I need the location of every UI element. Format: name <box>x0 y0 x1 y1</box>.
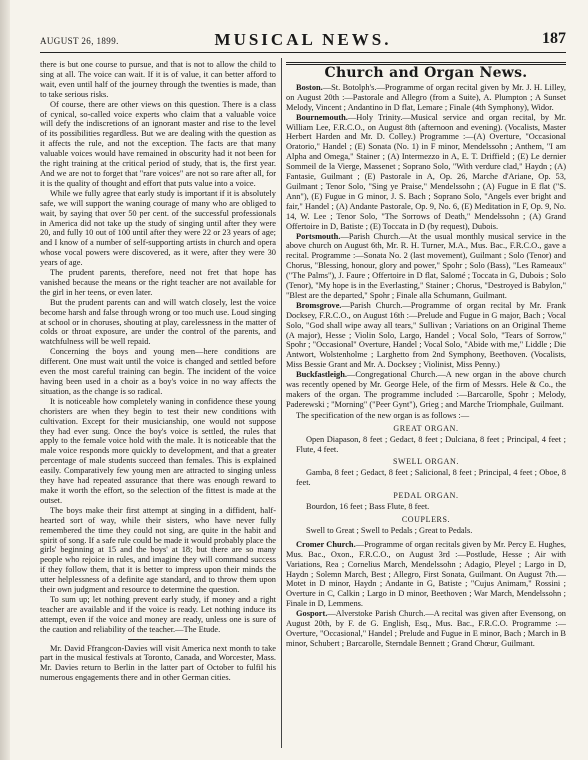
article-paragraph: there is but one course to pursue, and that is not to allow the child to sing at all. The voice can wait. If it is of value, it can better afford to wait, even until half of the journey through the twenties is made, than to take serious risks. <box>40 60 276 99</box>
couplers-heading: COUPLERS. <box>401 514 451 524</box>
great-organ-heading: GREAT ORGAN. <box>393 423 459 433</box>
news-entry <box>286 83 566 113</box>
magazine-title: MUSICAL NEWS. <box>214 30 392 49</box>
news-entry <box>286 540 566 609</box>
left-column <box>40 60 276 740</box>
great-organ-stops: Open Diapason, 8 feet ; Gedact, 8 feet ; Dulciana, 8 feet ; Principal, 4 feet ; Flute, 4 feet. <box>296 434 566 454</box>
issue-date: AUGUST 26, 1899. <box>40 36 119 46</box>
article-paragraph: Concerning the boys and young men—here conditions are different. One must wait until the voice is changed and settled before even the most careful training can begin. The incident of the voice having been used in a choir as a boy's voice in no way affects the situation, as the change is so radical. <box>40 347 276 396</box>
news-entry <box>286 113 566 232</box>
entry-place: Boston. <box>296 82 323 92</box>
couplers-list: Swell to Great ; Swell to Pedals ; Great to Pedals. <box>306 525 473 535</box>
entry-place: Bournemouth. <box>296 112 348 122</box>
spec-intro: The specification of the new organ is as follows :— <box>296 410 470 420</box>
entry-place: Cromer Church. <box>296 539 356 549</box>
section-title: Church and Organ News. <box>324 65 528 81</box>
news-entry <box>286 370 566 410</box>
entry-text: —St. Botolph's.—Programme of organ recital given by Mr. J. H. Lilley, on August 20th :—Pastorale and Allegro (from a Suite), A. Plumpton ; A Sunset Melody, Vincent ; Andantino in D flat, Lemare ; Finale (4th Symphony), Widor. <box>286 82 566 112</box>
entry-place: Buckfastleigh. <box>296 370 347 380</box>
pedal-organ-stops: Bourdon, 16 feet ; Bass Flute, 8 feet. <box>306 502 430 512</box>
entry-text: —Parish Church.—Programme of organ recital by Mr. Frank Docksey, F.R.C.O., on August 16th :—Prelude and Fugue in G major, Bach ; Vocal Solo, "God shall wipe away all tears," Sullivan ; Variations on an Original Theme (A major), Hesse ; Violin Solo, Largo, Handel ; Vocal Solo, "Tears of Sorrow," Spohr ; "Occasional" Overture, Handel ; Vocal Solo, "Abide with me," Liddle ; Die Antwort, Wolstenholme ; Larghetto from 2nd Symphony, Beethoven. (Vocalists, Miss Bessie Grant and Mr. A. Docksey ; Violinist, Miss Penny.) <box>286 300 566 370</box>
article-paragraph: The boys make their first attempt at singing in a diffident, half-hearted sort of way, while their sisters, who have never fully remembered the time they could not sing, are quite in the habit and spirit of song. If a safe rule could be made it would probably place the girls' beginning at 15 and the boys' at 18; but there are so many people who rejoice in rules, and imagine they will command success if they follow them, that it is better to impress upon their minds the utter helplessness of a definite age standard, and to throw them upon their own judgment and resource to determine the question. <box>40 505 276 595</box>
entry-text: —Alverstoke Parish Church.—A recital was given after Evensong, on August 20th, by F. de G. English, Esq., Mus. Bac., F.R.C.O. Programme :—Overture, "Occasional," Handel ; Prelude and Fugue in E minor, Bach ; March in B minor, Schubert ; Barcarolle, Sterndale Bennett ; Grand Chœur, Guilmant. <box>286 609 566 648</box>
news-entry <box>286 232 566 301</box>
page-number: 187 <box>542 30 566 47</box>
article-paragraph: Of course, there are other views on this question. There is a class of cynical, so-called voice experts who claim that a valuable voice will defy the indiscretions of an ignorant master and rise to the level of its possibilities regardless. But we are dealing with the question as it affects the rule, and not the exception. The facts are that many valuable voices would have remained in obscurity had it not been for the right training at the critical period of study, that is, the first year. And we are not to forget that "rare voices" are not so rare after all, for it is the quality of thought and effort that puts value into a voice. <box>40 99 276 188</box>
entry-text: —Holy Trinity.—Musical service and organ recital, by Mr. William Lee, F.R.C.O., on August 8th (afternoon and evening). (Vocalists, Master Herbert Harden and Mr. D. Colley.) Programme :—(A) Overture, "Occasional Oratorio," Handel ; (E) Sonata (No. 1) in F minor, Mendelssohn ; Anthem, "I am Alpha and Omega," Stainer ; (A) Intermezzo in A, E. T. Driffield ; (E) Le dernier Sommeil de la Vierge, Massenet ; Soprano Solo, "With verdure clad," Haydn ; (A) Fantasie, Guilmant ; (E) Pastorale in A, Op. 26, Marche d'Ariane, Op. 53, Guilmant ; Tenor Solo, "Sing ye Praise," Mendelssohn ; (A) Fugue in E flat ("S. Ann"), (E) Fugue in G minor, J. S. Bach ; Soprano Solo, "Angels ever bright and fair," Handel ; (A) Andante Pastorale, Op. 9, No. 6, (E) Meditation in F, Op. 9, No. 14, W. Lee ; Tenor Solo, "The Sorrows of Death," Mendelssohn ; (A) Grand Offertoire in D, Batiste ; (E) Toccata in D (by request), Dubois. <box>286 112 566 231</box>
article-paragraph: To sum up; let nothing prevent early study, if money and a right teacher are available and if the voice is ready. Let nothing induce its attempt, even if the voice and money are ready, unless one is sure of the caution and reliability of the teacher.—The Etude. <box>40 594 276 634</box>
news-entry <box>286 301 566 370</box>
page-header <box>40 30 566 53</box>
article-paragraph: The prudent parents, therefore, need not fret that hope has vanished because the means or the right teacher are not available for the girl in her teens, or even later. <box>40 268 276 297</box>
entry-place: Bromsgrove. <box>296 300 342 310</box>
right-column <box>286 60 566 750</box>
section-divider <box>128 639 188 640</box>
pedal-organ-heading: PEDAL ORGAN. <box>393 491 459 501</box>
column-rule <box>281 58 282 748</box>
article-paragraph: It is noticeable how completely waning in confidence these young choristers are when they begin to test their new conditions with cultivation. Except for their musicianship, one would not suppose they had ever sung. Once the boy's voice is settled, the rules that apply to the female voice hold with the male. It is noticeable that the male voice responds more quickly to development, and that a greater percentage of male students succeed than females. This is explained easily. Comparatively few young men are attracted to singing unless they have had repeated assurance that there was enough reward to make it worth the effort, so the selection of the fittest is made at the outset. <box>40 396 276 505</box>
news-entry <box>286 609 566 649</box>
entry-place: Gosport. <box>296 609 328 619</box>
entry-text: —Parish Church.—At the usual monthly musical service in the above church on August 6th, Mr. R. H. Turner, M.A., Mus. Bac., F.R.C.O., gave a recital. Programme :—Sonata No. 2 (last movement), Guilmant ; Solo (Tenor) and Chorus, "Blessing, honour, glory and power," Spohr ; Solo (Bass), "Les Rameaux" ("The Palms"), J. Faure ; Offertoire in D flat, Salomé ; Toccata in G, Dubois ; Solo (Tenor), "My hope is in the Everlasting," Stainer ; Chorus, "Destroyed is Babylon," "Blest are the departed," Spohr ; Finale alla Schumann, Guilmant. <box>286 231 566 300</box>
entry-text: —Programme of organ recitals given by Mr. Percy E. Hughes, Mus. Bac., Oxon., F.R.C.O., on August 3rd :—Postlude, Hesse ; Air with Variations, Rea ; Cornelius March, Mendelssohn ; Adagio, Pleyel ; Largo in D, Haydn ; Solemn March, Best ; Allegro, First Sonata, Guilmant. On August 7th.—Motet in D minor, Haydn ; Andante in G, Batiste ; "Cujus Animam," Rossini ; Overture in C, Calkin ; Largo in D minor, Beethoven ; War March, Mendelssohn ; Finale in D, Lemmens. <box>286 539 566 609</box>
binding-edge <box>0 0 10 760</box>
entry-text: —Congregational Church.—A new organ in the above church was recently opened by Mr. George Hele, of the firm of Messrs. Hele & Co., the makers of the organ. The programme included :—Barcarolle, Spohr ; Melody, Paderewski ; "Morning" ("Peer Gynt"), Grieg ; and Marche Triomphale, Guilmant. <box>286 370 566 409</box>
article-paragraph: But the prudent parents can and will watch closely, lest the voice become harsh and false through wrong or too much use. Loud singing at school or in choruses, shouting at play, carelessness in the matter of colds or throat exposure, are under the control of the parents, and watchfulness will be well repaid. <box>40 297 276 347</box>
entry-place: Portsmouth. <box>296 231 341 241</box>
swell-organ-stops: Gamba, 8 feet ; Gedact, 8 feet ; Salicional, 8 feet ; Principal, 4 feet ; Oboe, 8 feet. <box>296 468 566 488</box>
news-note: Mr. David Ffrangcon-Davies will visit America next month to take part in the musical festivals at Toronto, Canada, and Worcester, Mass. Mr. Davies return to Berlin in the latter part of October to fulfil his numerous engagements there and in other German cities. <box>40 643 276 683</box>
swell-organ-heading: SWELL ORGAN. <box>392 457 459 467</box>
article-paragraph: While we fully agree that early study is important if it is absolutely safe, we will support the waning courage of many who are obliged to wait, by saying that over 50 per cent. of the successful professionals in America did not take up the study of singing until after they were 20, and fully 10 out of 100 until after they were 22 or 23 years of age; and I know of a number of self-supporting artists in church and opera whose vocal powers were discovered, as it were, after they were 30 years of age. <box>40 188 276 268</box>
